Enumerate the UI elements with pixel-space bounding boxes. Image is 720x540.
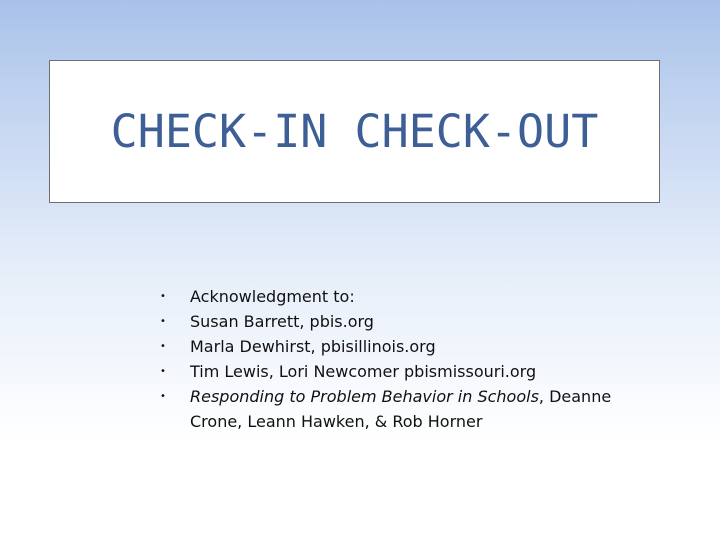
bullet-text: Susan Barrett, pbis.org (190, 312, 374, 331)
bullet-list (160, 284, 630, 434)
book-authors: , Deanne Crone, Leann Hawken, & Rob Horner (190, 387, 612, 431)
bullet-item-susan-barrett (160, 309, 630, 334)
bullet-marker: • (160, 391, 166, 402)
bullet-text (190, 384, 630, 434)
bullet-item-acknowledgment (160, 284, 630, 309)
bullet-marker: • (160, 291, 166, 302)
bullet-item-marla-dewhirst (160, 334, 630, 359)
title-box (49, 60, 660, 203)
bullet-text: Marla Dewhirst, pbisillinois.org (190, 337, 436, 356)
bullet-text: Tim Lewis, Lori Newcomer pbismissouri.org (190, 362, 537, 381)
bullet-text: Acknowledgment to: (190, 287, 355, 306)
bullet-marker: • (160, 366, 166, 377)
book-title: Responding to Problem Behavior in Schools (190, 387, 539, 406)
bullet-marker: • (160, 316, 166, 327)
bullet-item-book-reference (160, 384, 630, 434)
bullet-item-tim-lewis (160, 359, 630, 384)
bullet-marker: • (160, 341, 166, 352)
slide-title: CHECK-IN CHECK-OUT (110, 105, 599, 158)
